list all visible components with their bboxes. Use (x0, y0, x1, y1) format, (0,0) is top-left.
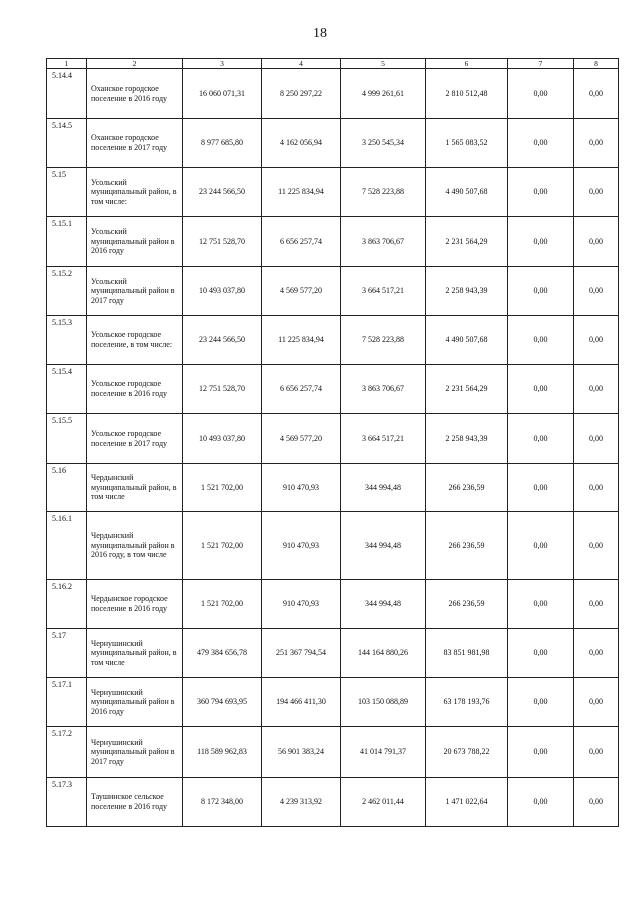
value-col-4: 4 569 577,20 (262, 267, 341, 316)
value-col-5: 344 994,48 (341, 512, 426, 580)
row-name: Чердынский муниципальный район, в том числе (87, 464, 183, 512)
table-row (47, 778, 619, 827)
value-col-6: 4 490 507,68 (426, 316, 508, 365)
value-col-5: 41 014 791,37 (341, 727, 426, 778)
value-col-3: 360 794 693,95 (183, 678, 262, 727)
value-col-3: 479 384 656,78 (183, 629, 262, 678)
row-name: Оханское городское поселение в 2017 году (87, 119, 183, 168)
value-col-7: 0,00 (508, 119, 574, 168)
value-col-7: 0,00 (508, 727, 574, 778)
table-row (47, 580, 619, 629)
value-col-7: 0,00 (508, 464, 574, 512)
row-number: 5.15.5 (47, 414, 87, 464)
value-col-6: 2 258 943,39 (426, 267, 508, 316)
value-col-3: 1 521 702,00 (183, 512, 262, 580)
value-col-8: 0,00 (574, 678, 619, 727)
table-row (47, 678, 619, 727)
value-col-3: 10 493 037,80 (183, 414, 262, 464)
row-name: Усольский муниципальный район, в том числе: (87, 168, 183, 217)
value-col-6: 2 258 943,39 (426, 414, 508, 464)
row-name: Чернушинский муниципальный район в 2016 году (87, 678, 183, 727)
value-col-8: 0,00 (574, 119, 619, 168)
value-col-8: 0,00 (574, 727, 619, 778)
value-col-5: 344 994,48 (341, 580, 426, 629)
row-number: 5.15.4 (47, 365, 87, 414)
table-row (47, 119, 619, 168)
value-col-3: 10 493 037,80 (183, 267, 262, 316)
value-col-5: 3 664 517,21 (341, 267, 426, 316)
value-col-4: 11 225 834,94 (262, 168, 341, 217)
row-name: Усольский муниципальный район в 2016 году (87, 217, 183, 267)
row-name: Усольский муниципальный район в 2017 году (87, 267, 183, 316)
table-row (47, 414, 619, 464)
row-number: 5.15 (47, 168, 87, 217)
row-number: 5.16 (47, 464, 87, 512)
value-col-8: 0,00 (574, 365, 619, 414)
value-col-4: 194 466 411,30 (262, 678, 341, 727)
value-col-5: 7 528 223,88 (341, 316, 426, 365)
value-col-4: 8 250 297,22 (262, 69, 341, 119)
row-name: Чердынский муниципальный район в 2016 году, в том числе (87, 512, 183, 580)
value-col-6: 2 231 564,29 (426, 217, 508, 267)
value-col-4: 4 239 313,92 (262, 778, 341, 827)
value-col-6: 2 810 512,48 (426, 69, 508, 119)
value-col-6: 266 236,59 (426, 512, 508, 580)
table-row (47, 629, 619, 678)
value-col-4: 910 470,93 (262, 580, 341, 629)
page-number: 18 (313, 26, 327, 41)
value-col-3: 8 977 685,80 (183, 119, 262, 168)
table-row (47, 512, 619, 580)
value-col-8: 0,00 (574, 512, 619, 580)
value-col-4: 4 569 577,20 (262, 414, 341, 464)
value-col-8: 0,00 (574, 778, 619, 827)
column-header: 2 (87, 59, 183, 69)
value-col-3: 12 751 528,70 (183, 217, 262, 267)
value-col-6: 63 178 193,76 (426, 678, 508, 727)
value-col-4: 6 656 257,74 (262, 365, 341, 414)
table-row (47, 217, 619, 267)
value-col-6: 266 236,59 (426, 580, 508, 629)
value-col-5: 4 999 261,61 (341, 69, 426, 119)
column-header: 5 (341, 59, 426, 69)
column-header: 4 (262, 59, 341, 69)
row-number: 5.16.1 (47, 512, 87, 580)
value-col-4: 11 225 834,94 (262, 316, 341, 365)
value-col-4: 251 367 794,54 (262, 629, 341, 678)
value-col-8: 0,00 (574, 580, 619, 629)
table-row (47, 168, 619, 217)
row-number: 5.17 (47, 629, 87, 678)
value-col-8: 0,00 (574, 69, 619, 119)
value-col-6: 83 851 981,98 (426, 629, 508, 678)
row-number: 5.17.2 (47, 727, 87, 778)
header-row (47, 59, 619, 69)
value-col-7: 0,00 (508, 168, 574, 217)
value-col-4: 910 470,93 (262, 464, 341, 512)
value-col-8: 0,00 (574, 414, 619, 464)
value-col-6: 1 471 022,64 (426, 778, 508, 827)
budget-table (46, 58, 619, 827)
value-col-3: 23 244 566,50 (183, 316, 262, 365)
value-col-7: 0,00 (508, 217, 574, 267)
value-col-4: 4 162 056,94 (262, 119, 341, 168)
value-col-3: 1 521 702,00 (183, 464, 262, 512)
value-col-7: 0,00 (508, 580, 574, 629)
value-col-7: 0,00 (508, 267, 574, 316)
value-col-7: 0,00 (508, 629, 574, 678)
value-col-7: 0,00 (508, 316, 574, 365)
value-col-7: 0,00 (508, 414, 574, 464)
value-col-3: 23 244 566,50 (183, 168, 262, 217)
column-header: 3 (183, 59, 262, 69)
value-col-6: 266 236,59 (426, 464, 508, 512)
row-name: Чердынское городское поселение в 2016 году (87, 580, 183, 629)
column-header: 7 (508, 59, 574, 69)
table-row (47, 727, 619, 778)
table-row (47, 365, 619, 414)
table-row (47, 316, 619, 365)
row-number: 5.15.3 (47, 316, 87, 365)
value-col-6: 4 490 507,68 (426, 168, 508, 217)
row-number: 5.17.1 (47, 678, 87, 727)
column-header: 6 (426, 59, 508, 69)
row-number: 5.17.3 (47, 778, 87, 827)
value-col-8: 0,00 (574, 464, 619, 512)
value-col-6: 1 565 083,52 (426, 119, 508, 168)
column-header: 1 (47, 59, 87, 69)
value-col-3: 118 589 962,83 (183, 727, 262, 778)
value-col-3: 16 060 071,31 (183, 69, 262, 119)
value-col-5: 3 250 545,34 (341, 119, 426, 168)
row-name: Усольское городское поселение в 2017 году (87, 414, 183, 464)
table-row (47, 69, 619, 119)
row-number: 5.14.4 (47, 69, 87, 119)
value-col-7: 0,00 (508, 69, 574, 119)
row-name: Усольское городское поселение в 2016 году (87, 365, 183, 414)
value-col-8: 0,00 (574, 629, 619, 678)
value-col-8: 0,00 (574, 168, 619, 217)
value-col-5: 3 863 706,67 (341, 217, 426, 267)
row-name: Чернушинский муниципальный район в 2017 году (87, 727, 183, 778)
value-col-7: 0,00 (508, 678, 574, 727)
value-col-6: 2 231 564,29 (426, 365, 508, 414)
value-col-7: 0,00 (508, 365, 574, 414)
row-number: 5.15.1 (47, 217, 87, 267)
value-col-5: 103 150 088,89 (341, 678, 426, 727)
row-name: Оханское городское поселение в 2016 году (87, 69, 183, 119)
value-col-5: 7 528 223,88 (341, 168, 426, 217)
value-col-7: 0,00 (508, 778, 574, 827)
value-col-5: 144 164 880,26 (341, 629, 426, 678)
value-col-5: 344 994,48 (341, 464, 426, 512)
value-col-5: 3 664 517,21 (341, 414, 426, 464)
column-header: 8 (574, 59, 619, 69)
row-number: 5.15.2 (47, 267, 87, 316)
row-name: Усольское городское поселение, в том числе: (87, 316, 183, 365)
row-name: Чернушинский муниципальный район, в том числе (87, 629, 183, 678)
row-name: Таушинское сельское поселение в 2016 году (87, 778, 183, 827)
value-col-6: 20 673 788,22 (426, 727, 508, 778)
row-number: 5.14.5 (47, 119, 87, 168)
value-col-3: 8 172 348,00 (183, 778, 262, 827)
row-number: 5.16.2 (47, 580, 87, 629)
value-col-5: 2 462 011,44 (341, 778, 426, 827)
table-row (47, 464, 619, 512)
value-col-4: 56 901 383,24 (262, 727, 341, 778)
value-col-7: 0,00 (508, 512, 574, 580)
value-col-3: 1 521 702,00 (183, 580, 262, 629)
table-row (47, 267, 619, 316)
value-col-3: 12 751 528,70 (183, 365, 262, 414)
value-col-8: 0,00 (574, 217, 619, 267)
value-col-8: 0,00 (574, 267, 619, 316)
value-col-4: 6 656 257,74 (262, 217, 341, 267)
value-col-5: 3 863 706,67 (341, 365, 426, 414)
value-col-4: 910 470,93 (262, 512, 341, 580)
value-col-8: 0,00 (574, 316, 619, 365)
